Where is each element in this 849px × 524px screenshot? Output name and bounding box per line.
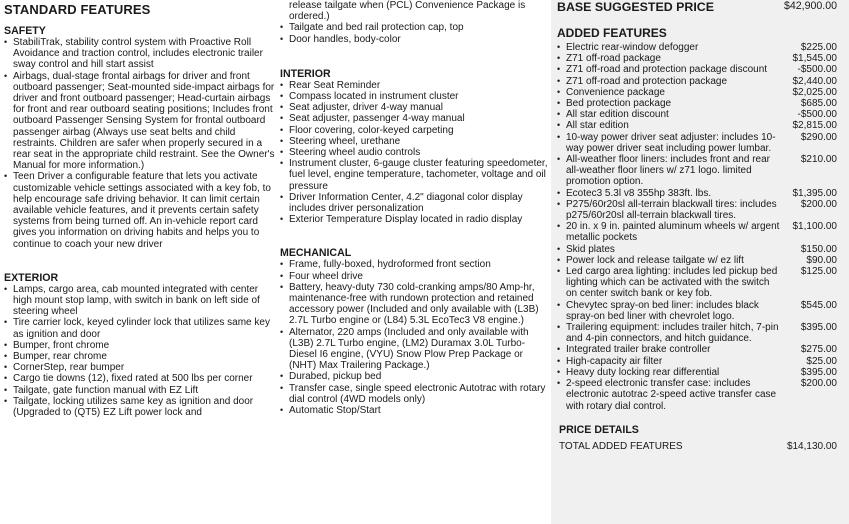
- list-item: • Door handles, body-color: [280, 34, 548, 45]
- added-feature-desc: 2-speed electronic transfer case: includes electronic autotrac 2-speed active transfer case with rotary dial control.: [566, 378, 777, 412]
- added-feature-row: [557, 300, 849, 322]
- list-item: • Steering wheel audio controls: [280, 147, 548, 158]
- added-feature-row: [557, 255, 849, 266]
- added-feature-desc: 10-way power driver seat adjuster: includes 10-way power driver seat including power lumbar.: [566, 131, 776, 154]
- total-added-value: $14,130.00: [786, 440, 837, 452]
- list-item: • Instrument cluster, 6-gauge cluster featuring speedometer, fuel level, engine temperature, tachometer, voltage and oil pressure: [280, 158, 548, 192]
- added-feature-row: [557, 221, 849, 243]
- interior-heading: INTERIOR: [280, 67, 331, 80]
- added-feature-amount: $150.00: [800, 243, 837, 255]
- list-item: • Durabed, pickup bed: [280, 371, 548, 382]
- safety-heading: SAFETY: [4, 25, 46, 37]
- column-middle: [280, 0, 548, 416]
- added-features-list: [557, 42, 849, 412]
- added-feature-desc: All star edition discount: [566, 109, 669, 121]
- added-feature-row: [557, 42, 849, 53]
- added-feature-desc: Chevytec spray-on bed liner: includes black spray-on bed liner with chevrolet logo.: [566, 299, 759, 322]
- list-item: • Compass located in instrument cluster: [280, 91, 548, 102]
- exterior-continued-text: release tailgate when (PCL) Convenience Package is ordered.): [289, 0, 526, 23]
- list-item: • Transfer case, single speed electronic Autotrac with rotary dial control (4WD models only): [280, 383, 548, 405]
- added-feature-amount: $275.00: [800, 344, 837, 356]
- list-item: • Alternator, 220 amps (Included and only available with (L3B) 2.7L Turbo engine, (LM2) Duramax 3.0L Turbo-Diesel I6 engine, (VYU) Snow Plow Prep Package or (NHT) Max Trailering Package.): [280, 327, 548, 372]
- added-feature-desc: P275/60r20sl all-terrain blackwall tires: includes p275/60r20sl all-terrain blackwall tires.: [566, 198, 777, 222]
- added-feature-amount: $200.00: [800, 198, 837, 210]
- list-item: • StabiliTrak, stability control system with Proactive Roll Avoidance and traction control, includes electronic trailer sway control and hill start assist: [4, 37, 276, 71]
- safety-list: [4, 37, 276, 250]
- list-item: • Bumper, front chrome: [4, 340, 276, 351]
- added-feature-amount: $90.00: [806, 254, 837, 266]
- added-feature-desc: All-weather floor liners: includes front and rear all-weather floor liners w/ z71 logo. limited promotion option.: [566, 154, 770, 188]
- list-item: • Cargo tie downs (12), fixed rated at 500 lbs per corner: [4, 373, 276, 384]
- added-features-heading: ADDED FEATURES: [557, 26, 667, 40]
- base-price-value: $42,900.00: [783, 0, 837, 12]
- added-feature-desc: Integrated trailer brake controller: [566, 344, 711, 356]
- list-item: • Seat adjuster, passenger 4-way manual: [280, 113, 548, 124]
- added-feature-desc: Electric rear-window defogger: [566, 42, 699, 53]
- list-item: • Lamps, cargo area, cab mounted integrated with center high mount stop lamp, with switch in bank on left side of steering wheel: [4, 284, 276, 318]
- exterior-more-list: [280, 22, 548, 44]
- added-feature-row: [557, 266, 849, 300]
- added-feature-amount: $2,440.00: [792, 75, 837, 87]
- list-item: • Floor covering, color-keyed carpeting: [280, 125, 548, 136]
- mechanical-heading: MECHANICAL: [280, 247, 352, 260]
- added-feature-row: [557, 132, 849, 154]
- base-price-label: BASE SUGGESTED PRICE: [557, 0, 714, 14]
- added-feature-desc: Z71 off-road and protection package discount: [566, 64, 768, 76]
- added-feature-row: [557, 87, 849, 98]
- added-feature-amount: $225.00: [800, 42, 837, 53]
- list-item: • Battery, heavy-duty 730 cold-cranking amps/80 Amp-hr, maintenance-free with rundown protection and retained accessory power (Included and only available with (L3B) 2.7L Turbo engine or (L84) 5.3L EcoTec3 V8 engine.): [280, 282, 548, 327]
- list-item: • Driver Information Center, 4.2" diagonal color display includes driver personalization: [280, 192, 548, 214]
- list-item: • Tailgate and bed rail protection cap, top: [280, 22, 548, 33]
- added-feature-row: [557, 154, 849, 188]
- list-item: • Steering wheel, urethane: [280, 136, 548, 147]
- added-feature-desc: All star edition: [566, 120, 629, 132]
- list-item: • Frame, fully-boxed, hydroformed front section: [280, 259, 548, 270]
- added-feature-row: [557, 188, 849, 199]
- interior-list: [280, 80, 548, 226]
- added-feature-amount: $2,815.00: [792, 120, 837, 132]
- added-feature-row: [557, 109, 849, 120]
- added-feature-row: [557, 199, 849, 221]
- added-feature-amount: $1,100.00: [792, 221, 837, 233]
- added-feature-row: [557, 64, 849, 75]
- added-feature-desc: Convenience package: [566, 86, 665, 98]
- list-item: • Bumper, rear chrome: [4, 351, 276, 362]
- added-feature-desc: 20 in. x 9 in. painted aluminum wheels w/ argent metallic pockets: [566, 221, 780, 244]
- column-left: [4, 0, 276, 418]
- added-feature-amount: $210.00: [800, 154, 837, 166]
- column-pricing: [557, 0, 849, 452]
- added-feature-desc: Ecotec3 5.3l v8 355hp 383ft. lbs.: [566, 187, 712, 199]
- added-feature-amount: -$500.00: [797, 64, 837, 76]
- added-feature-row: [557, 367, 849, 378]
- added-feature-amount: $1,545.00: [792, 53, 837, 65]
- total-added-label: TOTAL ADDED FEATURES: [559, 440, 683, 452]
- standard-features-title: STANDARD FEATURES: [4, 2, 151, 17]
- added-feature-desc: Led cargo area lighting: includes led pickup bed lighting which can be activated with the switch on center switch bank or key fob.: [566, 266, 778, 300]
- added-feature-desc: Heavy duty locking rear differential: [566, 366, 720, 378]
- list-item: • Tire carrier lock, keyed cylinder lock that utilizes same key as ignition and door: [4, 317, 276, 339]
- added-feature-amount: $290.00: [800, 131, 837, 143]
- added-feature-desc: Bed protection package: [566, 98, 672, 110]
- added-feature-row: [557, 378, 849, 412]
- added-feature-amount: $685.00: [800, 98, 837, 110]
- added-feature-row: [557, 53, 849, 64]
- total-added-row: [557, 441, 849, 452]
- added-feature-amount: $545.00: [800, 299, 837, 311]
- list-item: • Seat adjuster, driver 4-way manual: [280, 102, 548, 113]
- list-item: • Teen Driver a configurable feature that lets you activate customizable vehicle settings associated with a key fob, to help encourage safe driving behavior. It can limit certain available vehicle features, and it prevents certain safety systems from being turned off. An in-vehicle report card gives you information on driving habits and helps you to continue to coach your new driver: [4, 171, 276, 249]
- exterior-heading: EXTERIOR: [4, 271, 59, 284]
- added-feature-amount: $2,025.00: [792, 86, 837, 98]
- added-feature-row: [557, 344, 849, 355]
- added-feature-row: [557, 244, 849, 255]
- list-item: • Airbags, dual-stage frontal airbags for driver and front outboard passenger; Seat-mounted side-impact airbags for driver and front outboard passenger; Head-curtain airbags for front and rear outboard seating positions; Includes front outboard Passenger Sensing System for frontal outboard passenger airbag (Always use seat belts and child restraints. Children are safer when properly secured in a rear seat in the appropriate child restraint. See the Owner's Manual for more information.): [4, 71, 276, 172]
- price-details-heading: PRICE DETAILS: [559, 423, 639, 436]
- base-price-row: [557, 0, 849, 14]
- added-feature-amount: $125.00: [800, 266, 837, 278]
- added-feature-row: [557, 356, 849, 367]
- added-feature-desc: Power lock and release tailgate w/ ez lift: [566, 254, 744, 266]
- added-feature-desc: Z71 off-road package: [566, 53, 661, 65]
- added-feature-row: [557, 322, 849, 344]
- added-feature-amount: -$500.00: [797, 109, 837, 121]
- mechanical-list: [280, 259, 548, 416]
- added-feature-amount: $1,395.00: [792, 187, 837, 199]
- added-feature-row: [557, 76, 849, 87]
- list-item: • Automatic Stop/Start: [280, 405, 548, 416]
- list-item: • Exterior Temperature Display located in radio display: [280, 214, 548, 225]
- added-feature-row: [557, 98, 849, 109]
- added-feature-amount: $395.00: [800, 322, 837, 334]
- list-item: • Four wheel drive: [280, 271, 548, 282]
- added-feature-desc: High-capacity air filter: [566, 355, 663, 367]
- added-feature-desc: Skid plates: [566, 243, 615, 255]
- added-feature-desc: Trailering equipment: includes trailer hitch, 7-pin and 4-pin connectors, and hitch guidance.: [566, 322, 779, 345]
- added-feature-desc: Z71 off-road and protection package: [566, 75, 728, 87]
- added-feature-row: [557, 120, 849, 131]
- added-feature-amount: $395.00: [800, 366, 837, 378]
- list-item: • Tailgate, locking utilizes same key as ignition and door (Upgraded to (QT5) EZ Lift power lock and: [4, 396, 276, 418]
- added-feature-amount: $25.00: [806, 355, 837, 367]
- list-item: • Rear Seat Reminder: [280, 80, 548, 91]
- list-item: • Tailgate, gate function manual with EZ Lift: [4, 385, 276, 396]
- added-feature-amount: $200.00: [800, 378, 837, 390]
- list-item: • CornerStep, rear bumper: [4, 362, 276, 373]
- exterior-list: [4, 284, 276, 418]
